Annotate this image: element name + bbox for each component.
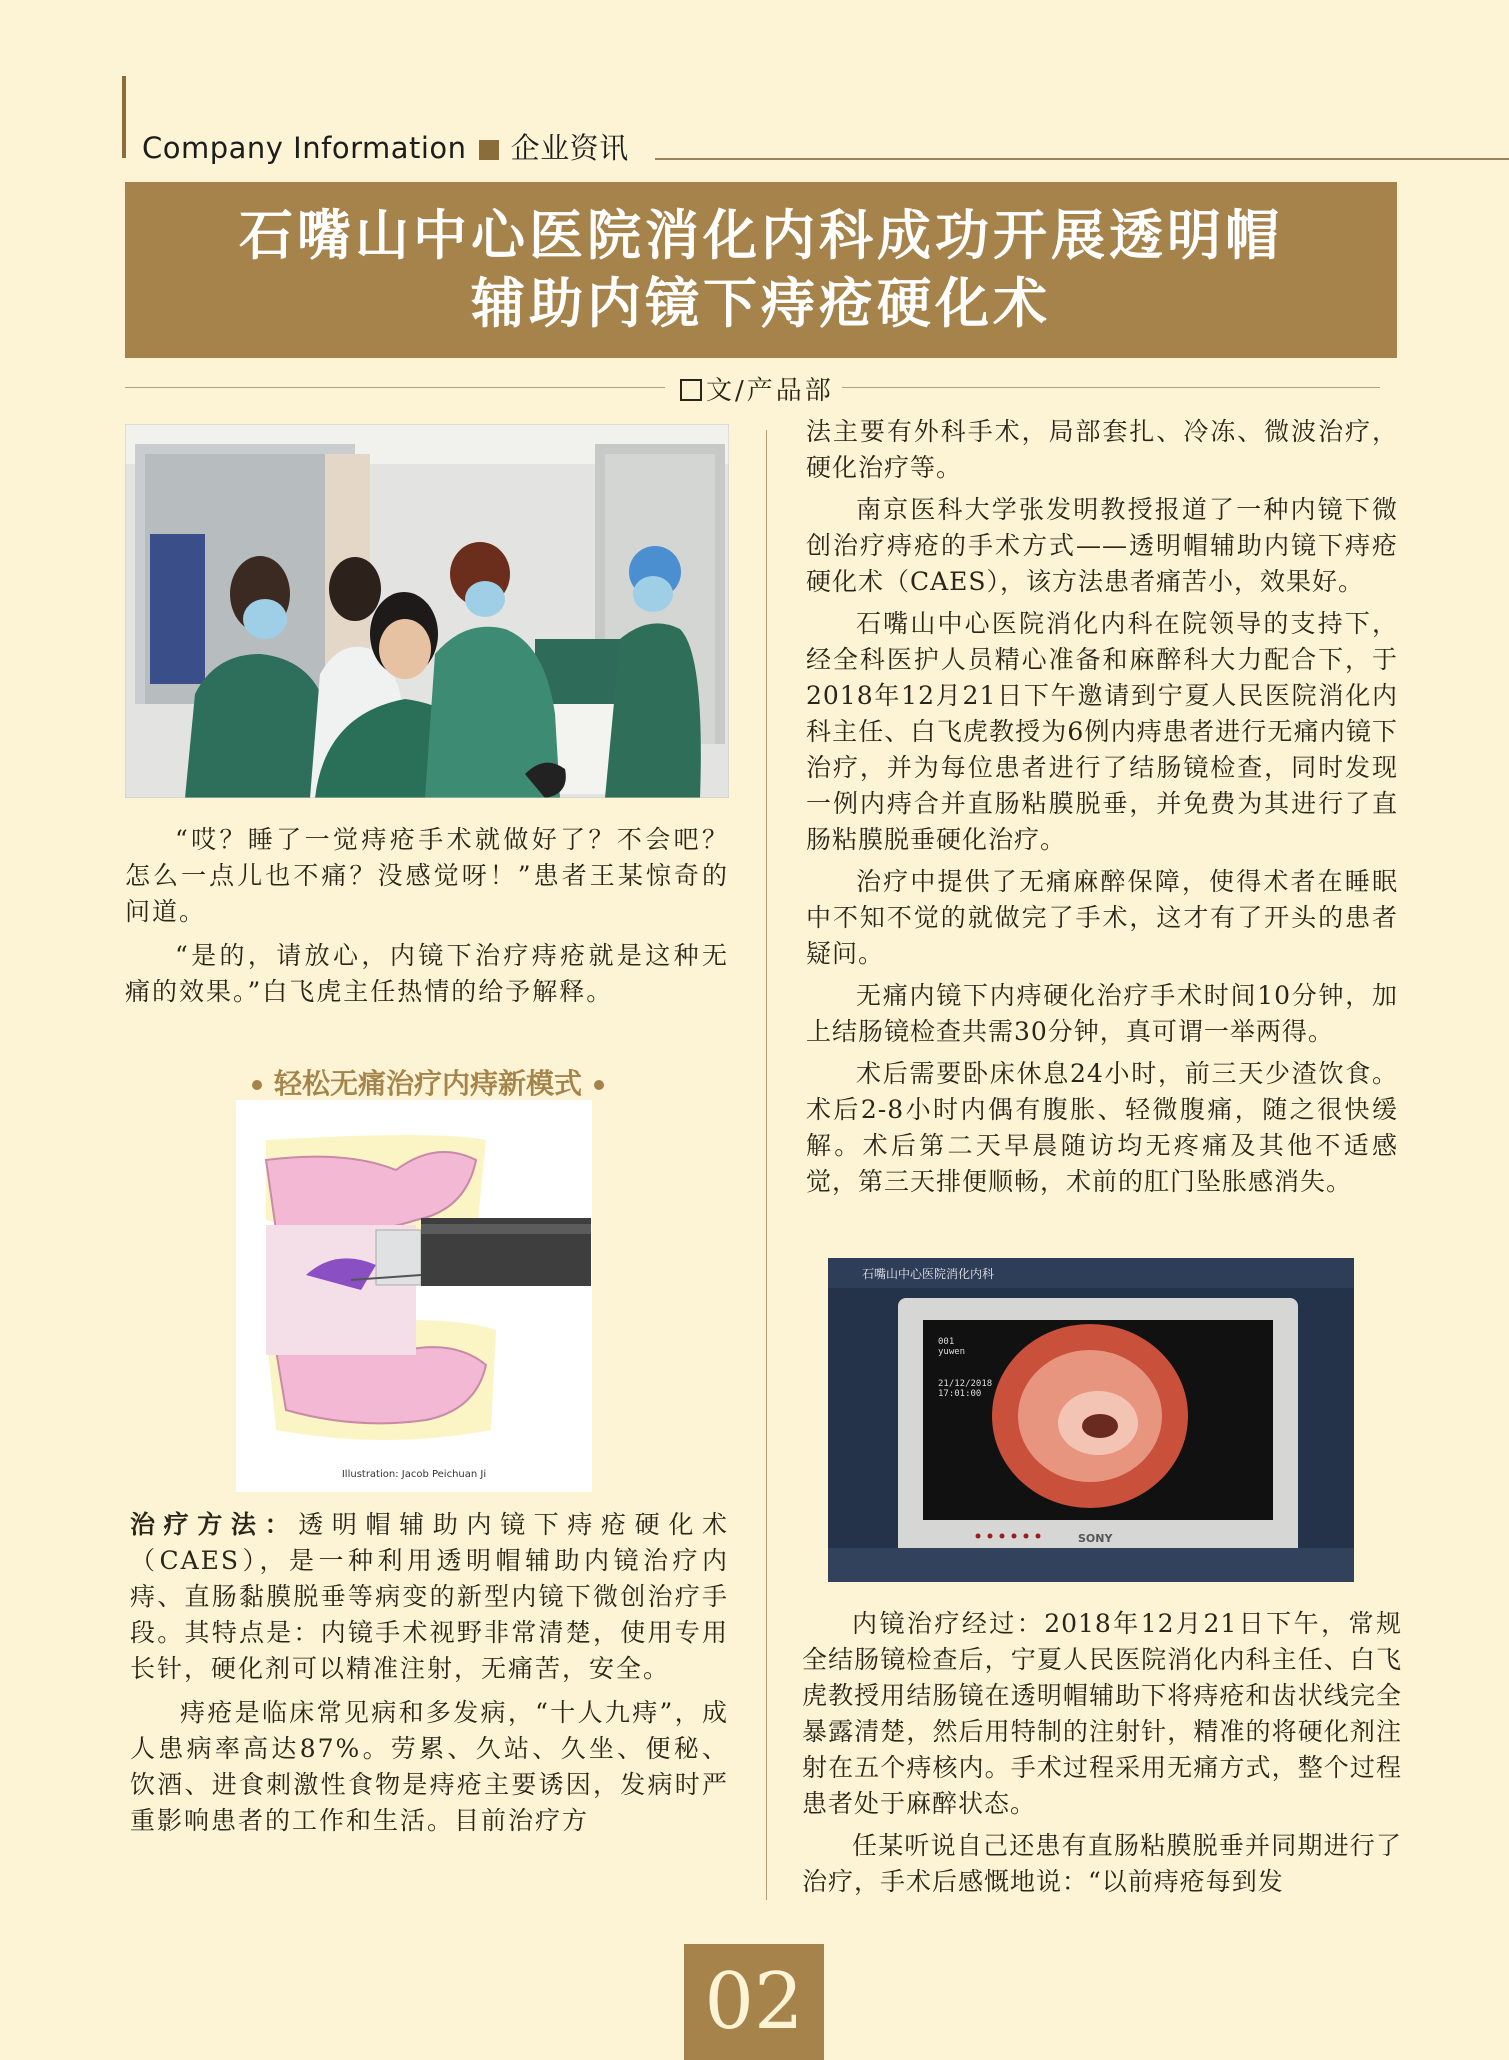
article-title-line-2: 辅助内镜下痔疮硬化术 [471,272,1051,335]
square-bullet-icon [479,140,499,160]
right-column-bottom [802,1606,1402,1900]
byline-rule-right [840,387,1380,388]
svg-text:17:01:00: 17:01:00 [938,1389,982,1399]
bullet-dot-icon [252,1080,262,1090]
section-header [142,126,629,167]
byline-text: 文/产品部 [706,376,834,406]
article-title-banner [125,182,1397,358]
operating-room-photo [125,424,729,798]
quote-paragraph-2: “是的，请放心，内镜下治疗痔疮就是这种无痛的效果。”白飞虎主任热情的给予解释。 [125,941,729,1006]
section-subtitle-text: 轻松无痛治疗内痔新模式 [274,1067,583,1100]
monitor-brand: SONY [1078,1532,1113,1545]
illustration-credit: Illustration: Jacob Peichuan Ji [341,1469,487,1480]
right-paragraph-4: 治疗中提供了无痛麻醉保障，使得术者在睡眠中不知不觉的就做完了手术，这才有了开头的患者疑问。 [806,867,1398,968]
svg-text:001: 001 [938,1337,955,1347]
byline [672,370,842,407]
right-paragraph-1: 法主要有外科手术，局部套扎、冷冻、微波治疗，硬化治疗等。 [806,417,1398,482]
bullet-dot-icon [594,1080,604,1090]
hemorrhoid-illustration [236,1100,592,1492]
section-header-cn: 企业资讯 [510,131,629,165]
operating-room-photo-drawing [125,424,729,798]
endoscopy-monitor-photo [828,1258,1354,1582]
right-paragraph-7: 内镜治疗经过：2018年12月21日下午，常规全结肠镜检查后，宁夏人民医院消化内科主任、白飞虎教授用结肠镜在透明帽辅助下将痔疮和齿状线完全暴露清楚，然后用特制的注射针，精准的将硬化剂注射在五个痔核内。手术过程采用无痛方式，整个过程患者处于麻醉状态。 [802,1609,1402,1818]
method-label: 治疗方法： [130,1510,299,1539]
right-paragraph-2: 南京医科大学张发明教授报道了一种内镜下微创治疗痔疮的手术方式——透明帽辅助内镜下痔疮硬化术（CAES），该方法患者痛苦小，效果好。 [806,495,1398,596]
section-subtitle [240,1062,616,1102]
method-section [130,1507,729,1839]
right-column-top [806,414,1398,1200]
page-number: 02 [684,1944,824,2060]
right-paragraph-8: 任某听说自己还患有直肠粘膜脱垂并同期进行了治疗，手术后感慨地说：“以前痔疮每到发 [802,1831,1402,1896]
hemorrhoid-paragraph: 痔疮是临床常见病和多发病，“十人九痔”，成人患病率高达87%。劳累、久站、久坐、便秘、饮酒、进食刺激性食物是痔疮主要诱因，发病时严重影响患者的工作和生活。目前治疗方 [130,1698,729,1835]
column-divider [766,430,767,1900]
svg-text:21/12/2018: 21/12/2018 [938,1379,993,1389]
byline-rule-left [125,387,665,388]
endoscopy-monitor-photo-drawing [828,1258,1354,1582]
left-quotes [125,822,729,1010]
right-paragraph-6: 术后需要卧床休息24小时，前三天少渣饮食。术后2-8小时内偶有腹胀、轻微腹痛，随之很快缓解。术后第二天早晨随访均无疼痛及其他不适感觉，第三天排便顺畅，术前的肛门坠胀感消失。 [806,1059,1398,1196]
method-paragraph [130,1507,729,1687]
checkbox-square-icon [680,379,702,401]
svg-text:yuwen: yuwen [938,1347,966,1357]
wall-sign-text: 石嘴山中心医院消化内科 [862,1267,995,1281]
article-title-line-1: 石嘴山中心医院消化内科成功开展透明帽 [239,204,1283,267]
header-rule [655,158,1509,160]
header-accent-bar [122,76,126,158]
right-paragraph-5: 无痛内镜下内痔硬化治疗手术时间10分钟，加上结肠镜检查共需30分钟，真可谓一举两得。 [806,981,1398,1046]
right-paragraph-3: 石嘴山中心医院消化内科在院领导的支持下，经全科医护人员精心准备和麻醉科大力配合下，于2018年12月21日下午邀请到宁夏人民医院消化内科主任、白飞虎教授为6例内痔患者进行无痛内镜下治疗，并为每位患者进行了结肠镜检查，同时发现一例内痔合并直肠粘膜脱垂，并免费为其进行了直肠粘膜脱垂硬化治疗。 [806,609,1398,854]
method-text: 透明帽辅助内镜下痔疮硬化术（CAES），是一种利用透明帽辅助内镜治疗内痔、直肠黏膜脱垂等病变的新型内镜下微创治疗手段。其特点是：内镜手术视野非常清楚，使用专用长针，硬化剂可以精准注射，无痛苦，安全。 [130,1510,729,1683]
hemorrhoid-illustration-drawing [236,1100,592,1492]
section-header-en: Company Information [142,131,467,165]
quote-paragraph-1: “哎？睡了一觉痔疮手术就做好了？不会吧？怎么一点儿也不痛？没感觉呀！”患者王某惊奇的问道。 [125,825,729,926]
